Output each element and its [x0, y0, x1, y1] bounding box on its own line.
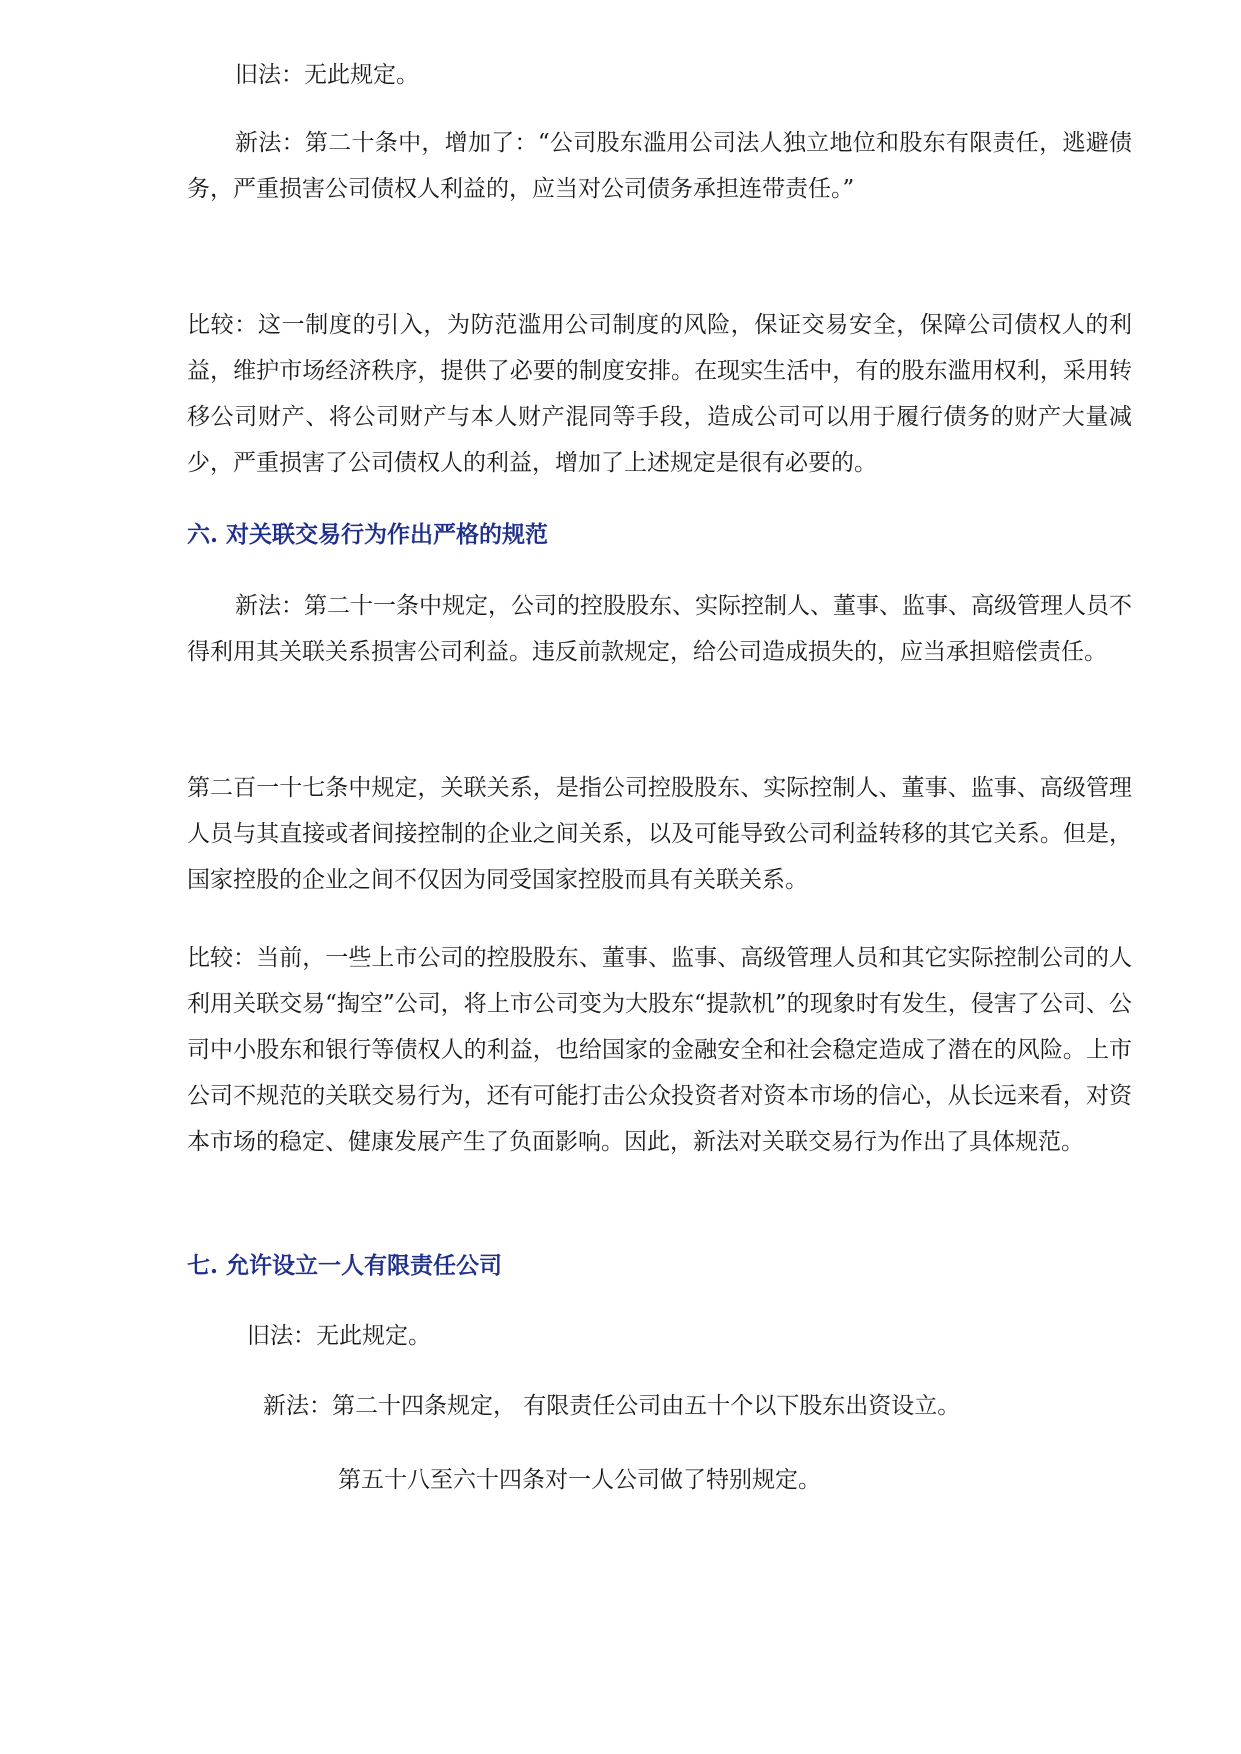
- new-law-paragraph-7: 新法：第二十四条规定， 有限责任公司由五十个以下股东出资设立。: [263, 1393, 961, 1419]
- new-law-paragraph-6: 新法：第二十一条中规定，公司的控股股东、实际控制人、董事、监事、高级管理人员不得利用其关联关系损害公司利益。违反前款规定，给公司造成损失的，应当承担赔偿责任。: [187, 593, 1132, 665]
- new-law-paragraph-5: 新法：第二十条中，增加了：“公司股东滥用公司法人独立地位和股东有限责任，逃避债务，严重损害公司债权人利益的，应当对公司债务承担连带责任。”: [187, 130, 1132, 202]
- section-heading-7: 七. 允许设立一人有限责任公司: [187, 1252, 503, 1279]
- article-217-paragraph: 第二百一十七条中规定，关联关系，是指公司控股股东、实际控制人、董事、监事、高级管理人员与其直接或者间接控制的企业之间关系，以及可能导致公司利益转移的其它关系。但是，国家控股的企业之间不仅因为同受国家控股而具有关联关系。: [187, 775, 1132, 893]
- old-law-paragraph-7: 旧法：无此规定。: [247, 1323, 431, 1349]
- comparison-paragraph-5: 比较：这一制度的引入，为防范滥用公司制度的风险，保证交易安全，保障公司债权人的利益，维护市场经济秩序，提供了必要的制度安排。在现实生活中，有的股东滥用权利，采用转移公司财产、将公司财产与本人财产混同等手段，造成公司可以用于履行债务的财产大量减少，严重损害了公司债权人的利益，增加了上述规定是很有必要的。: [187, 312, 1132, 476]
- old-law-paragraph-5: 旧法：无此规定。: [235, 62, 419, 88]
- section-heading-6: 六. 对关联交易行为作出严格的规范: [187, 521, 549, 548]
- comparison-paragraph-6: 比较：当前，一些上市公司的控股股东、董事、监事、高级管理人员和其它实际控制公司的人利用关联交易“掏空”公司，将上市公司变为大股东“提款机”的现象时有发生，侵害了公司、公司中小股东和银行等债权人的利益，也给国家的金融安全和社会稳定造成了潜在的风险。上市公司不规范的关联交易行为，还有可能打击公众投资者对资本市场的信心，从长远来看，对资本市场的稳定、健康发展产生了负面影响。因此，新法对关联交易行为作出了具体规范。: [187, 945, 1132, 1155]
- special-provision-paragraph: 第五十八至六十四条对一人公司做了特别规定。: [338, 1467, 821, 1493]
